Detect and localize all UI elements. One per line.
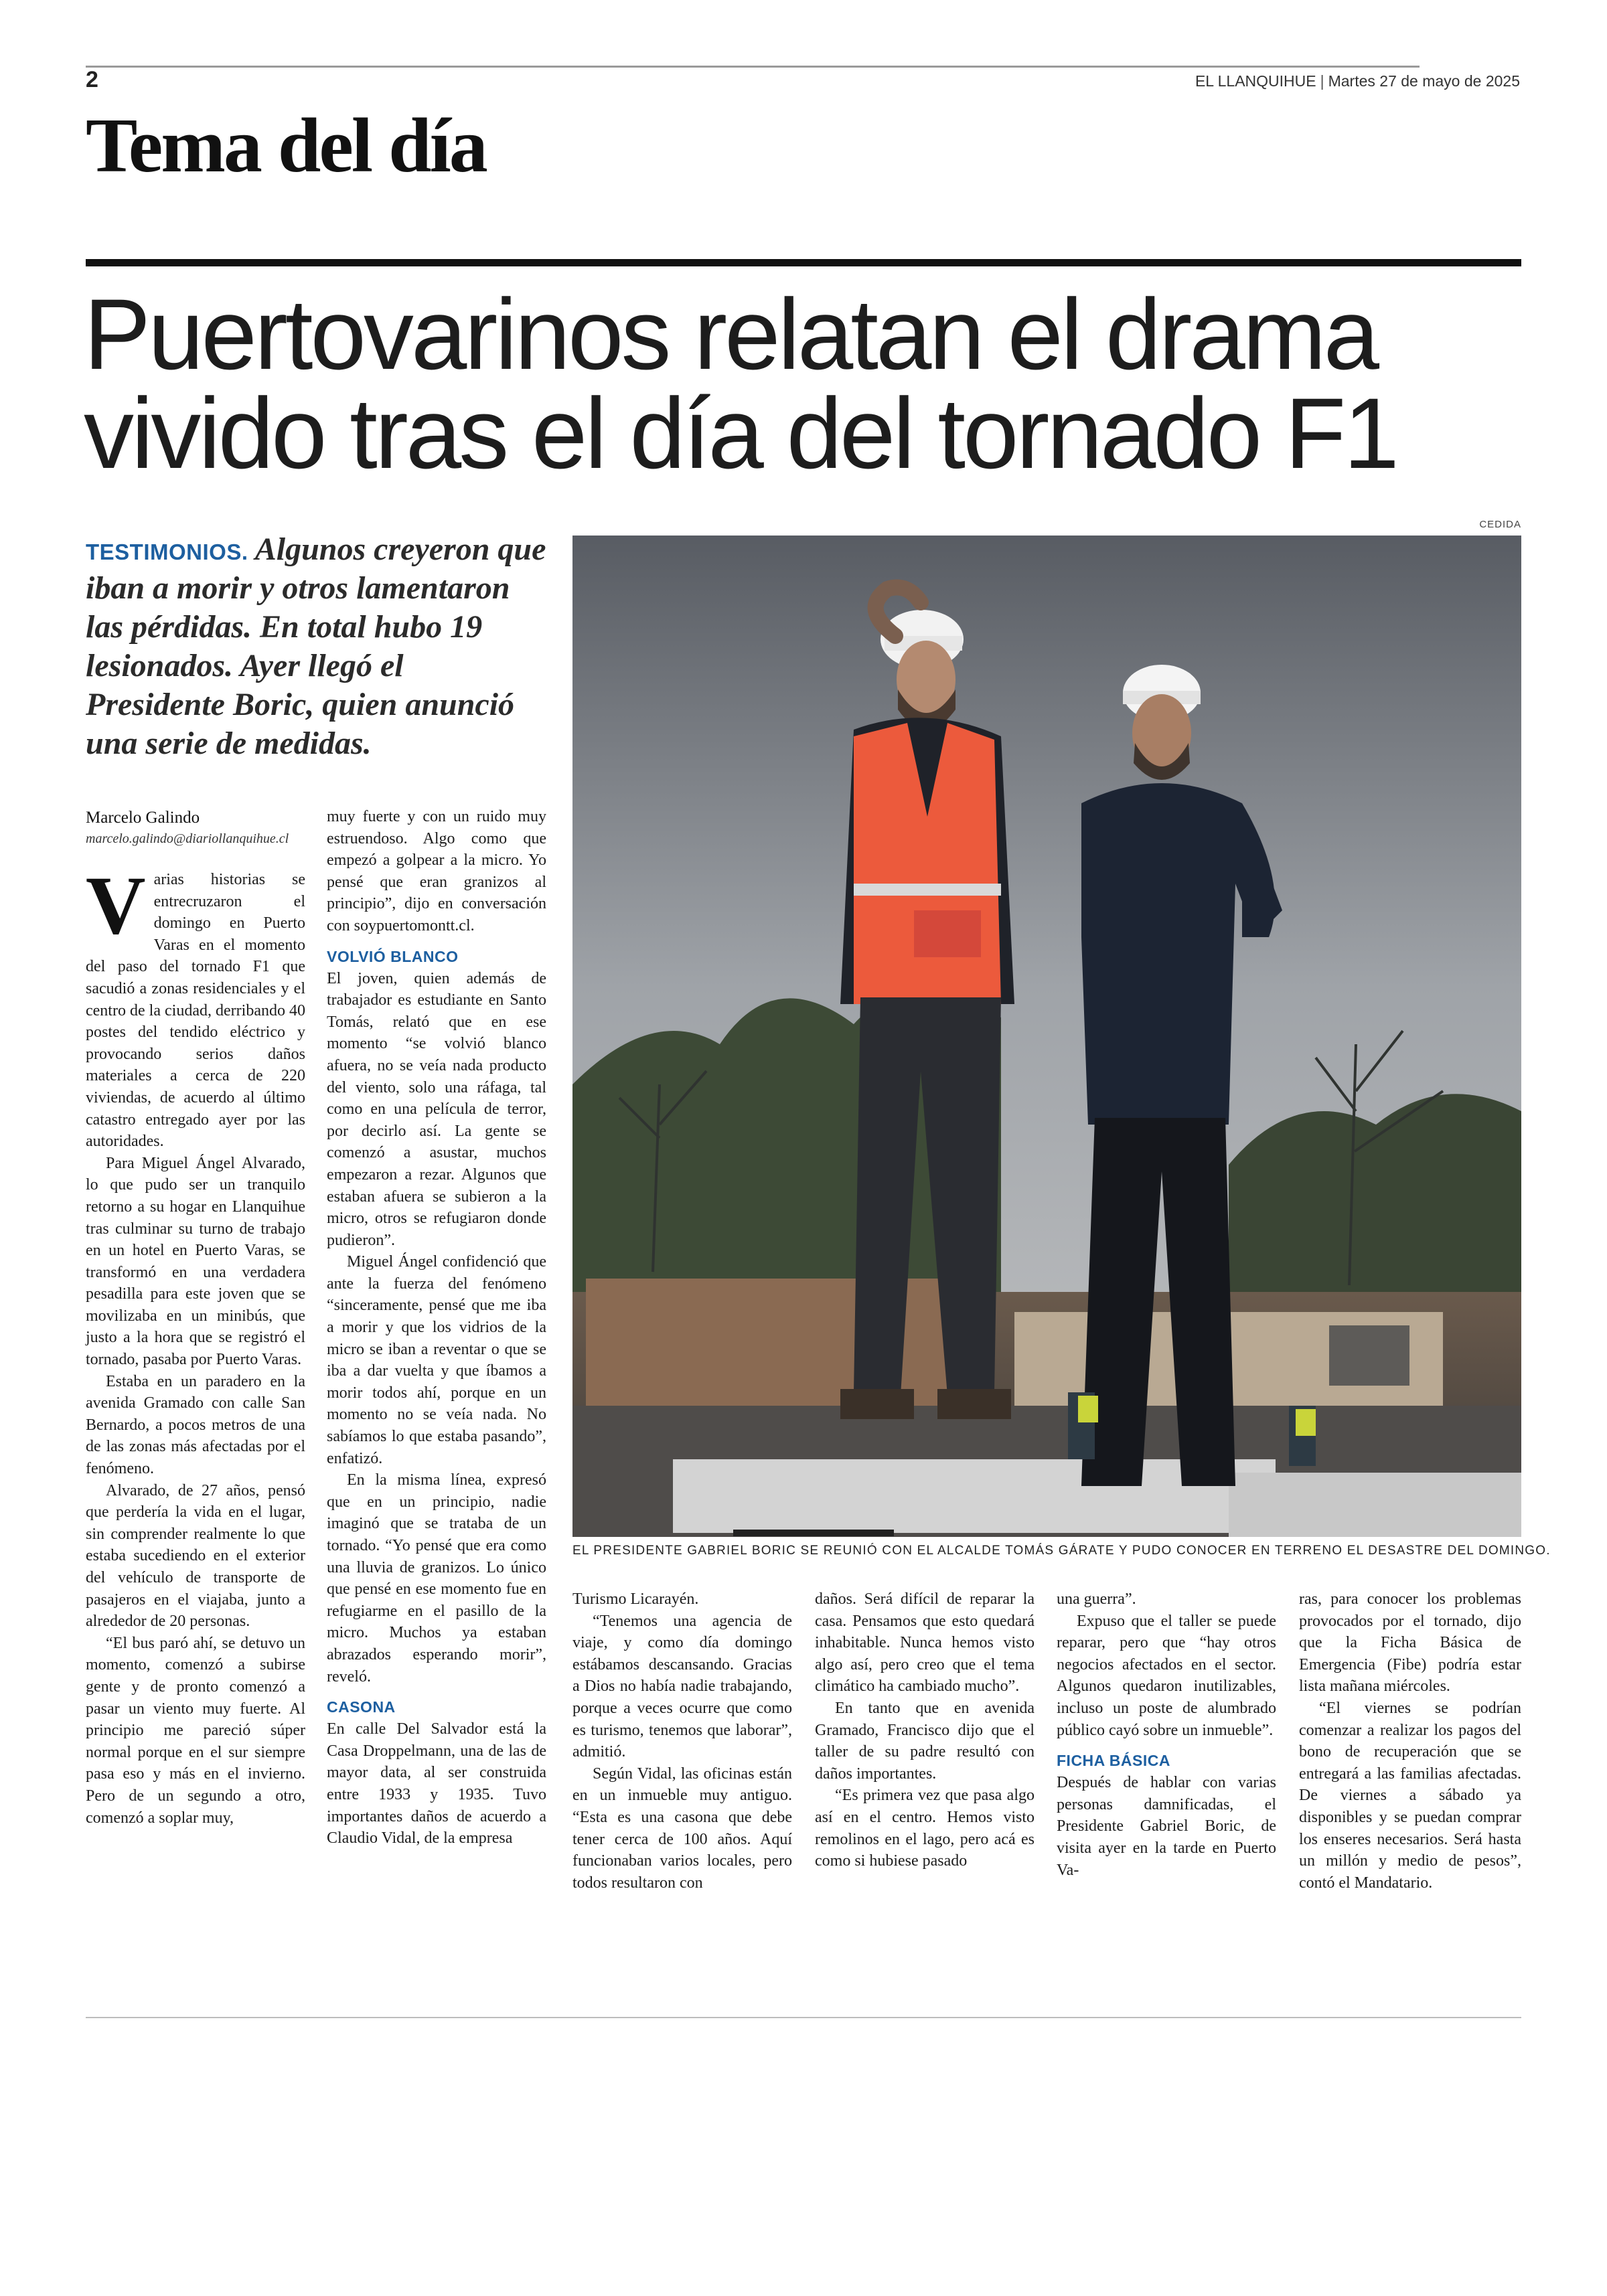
- paragraph: Para Miguel Ángel Alvarado, lo que pudo ser un tranquilo retorno a su hogar en Llanquihue tras culminar su turno de trabajo en un hotel en Puerto Varas, se transformó en una verdadera pesadilla para este joven que se movilizaba en un minibús, que justo a la hora que se registró el tornado, pasaba por Puerto Varas.: [86, 1154, 305, 1369]
- paragraph: “El bus paró ahí, se detuvo un momento, comenzó a subirse gente y de pronto comenzó a pasar un viento muy fuerte. Al principio me pareció súper normal porque en el sur siempre pasa eso y más en el invierno. Pero de un segundo a otro, comenzó a soplar muy,: [86, 1634, 305, 1827]
- paragraph: En la misma línea, expresó que en un principio, nadie imaginó que se trataba de un tornado. “Yo pensé que era como una lluvia de granizos. Lo único que pensé en ese momento fue en refugiarme en el pasillo de la micro. Muchos ya estaban abrazados esperando morir”, reveló.: [327, 1471, 546, 1686]
- deck-text: Algunos creyeron que iban a morir y otros lamentaron las pérdidas. En total hubo 19 lesionados. Ayer llegó el Presidente Boric, quien anunció una serie de medidas.: [86, 531, 546, 761]
- article-column-6: [1299, 1588, 1521, 1894]
- section-title: Tema del día: [86, 103, 486, 189]
- paragraph: En calle Del Salvador está la Casa Droppelmann, una de las de mayor data, al ser construida entre 1933 y 1935. Tuvo importantes daños de acuerdo a Claudio Vidal, de la empresa: [327, 1720, 546, 1848]
- photo-illustration: [572, 536, 1521, 1537]
- paragraph: Estaba en un paradero en la avenida Gramado con calle San Bernardo, a pocos metros de una de las zonas más afectadas por el fenómeno.: [86, 1372, 305, 1478]
- paragraph: Alvarado, de 27 años, pensó que perdería la vida en el lugar, sin comprender realmente lo que estaba sucediendo en el exterior del vehículo de transporte de pasajeros en el viajaba, junto a alrededor de 20 personas.: [86, 1481, 305, 1631]
- photo-credit: CEDIDA: [1479, 519, 1521, 530]
- byline-author: Marcelo Galindo: [86, 809, 200, 827]
- paragraph: Expuso que el taller se puede reparar, pero que “hay otros negocios afectados en el sector. Algunos quedaron inutilizables, incluso un poste de alumbrado público cayó sobre un inmueble”.: [1057, 1612, 1276, 1739]
- paragraph: daños. Será difícil de reparar la casa. Pensamos que esto quedará inhabitable. Nunca hemos visto algo así, pero creo que el tema climático ha cambiado mucho”.: [815, 1590, 1035, 1696]
- paragraph: Turismo Licarayén.: [572, 1590, 699, 1608]
- article-photo: [572, 536, 1521, 1537]
- paragraph: “Es primera vez que pasa algo así en el centro. Hemos visto remolinos en el lago, pero acá es como si hubiese pasado: [815, 1787, 1035, 1870]
- paragraph: muy fuerte y con un ruido muy estruendoso. Algo como que empezó a golpear a la micro. Yo pensé que eran granizos al principio”, dijo en conversación con soypuertomontt.cl.: [327, 808, 546, 934]
- top-rule: [86, 66, 1420, 68]
- paragraph: Según Vidal, las oficinas están en un inmueble muy antiguo. “Esta es una casona que debe tener cerca de 100 años. Aquí funcionaban varios locales, pero todos resultaron con: [572, 1765, 792, 1892]
- paragraph: “Tenemos una agencia de viaje, y como día domingo estábamos descansando. Gracias a Dios no había nadie trabajando, porque a veces ocurre que como es turismo, tenemos que laborar”, admitió.: [572, 1612, 792, 1761]
- masthead: [1195, 72, 1520, 90]
- paragraph: El joven, quien además de trabajador es estudiante en Santo Tomás, relató que en ese momento “se volvió blanco afuera, no se veía nada producto del viento, solo una ráfaga, tal como en una película de terror, por decirlo así. La gente se comenzó a asustar, muchos empezaron a rezar. Algunos que estaban afuera se subieron a la micro, otros se refugiaron donde pudieron”.: [327, 969, 546, 1249]
- article-column-2: [327, 806, 546, 1850]
- headline-line-2: vivido tras el día del tornado F1: [84, 377, 1397, 489]
- headline-line-1: Puertovarinos relatan el drama: [84, 278, 1377, 390]
- subheading: VOLVIÓ BLANCO: [327, 947, 459, 965]
- paragraph: “El viernes se podrían comenzar a realizar los pagos del bono de recuperación que se entregará a las familias afectadas. De viernes a sábado ya disponibles y se puedan comprar los enseres necesarios. Será hasta un millón y medio de pesos”, contó el Mandatario.: [1299, 1699, 1521, 1892]
- masthead-paper: EL LLANQUIHUE: [1195, 72, 1316, 90]
- article-column-1: [86, 859, 305, 1829]
- article-column-5: [1057, 1588, 1276, 1881]
- subheading: CASONA: [327, 1698, 396, 1716]
- deck: [86, 530, 548, 763]
- byline-email: marcelo.galindo@diariollanquihue.cl: [86, 831, 289, 846]
- paragraph: Después de hablar con varias personas damnificadas, el Presidente Gabriel Boric, de visita ayer en la tarde en Puerto Va-: [1057, 1774, 1276, 1879]
- paragraph: arias historias se entrecruzaron el domingo en Puerto Varas en el momento del paso del tornado F1 que sacudió a zonas residenciales y el centro de la ciudad, derribando 40 postes del tendido eléctrico y provocando serios daños materiales a cerca de 220 viviendas, de acuerdo al último catastro entregado ayer por las autoridades.: [86, 871, 305, 1151]
- article-column-3: [572, 1588, 792, 1894]
- paragraph: Miguel Ángel confidenció que ante la fuerza del fenómeno “sinceramente, pensé que me iba a morir y que los vidrios de la micro se iban a reventar o que se iba a dar vuelta y que íbamos a morir todos ahí, porque en un momento no se veía nada. No sabíamos lo que estaba pasando”, enfatizó.: [327, 1253, 546, 1467]
- masthead-divider: |: [1320, 72, 1324, 90]
- deck-kicker: TESTIMONIOS.: [86, 540, 248, 564]
- paragraph: En tanto que en avenida Gramado, Francisco dijo que el taller de su padre resultó con daños importantes.: [815, 1699, 1035, 1783]
- page-number: 2: [86, 67, 98, 92]
- paragraph: una guerra”.: [1057, 1590, 1136, 1608]
- subheading: FICHA BÁSICA: [1057, 1752, 1170, 1770]
- section-rule: [86, 259, 1521, 266]
- bottom-rule: [86, 2017, 1521, 2018]
- masthead-date: Martes 27 de mayo de 2025: [1328, 72, 1520, 90]
- headline: [84, 278, 1530, 489]
- paragraph: ras, para conocer los problemas provocados por el tornado, dijo que la Ficha Básica de Emergencia (Fibe) podría estar lista mañana miércoles.: [1299, 1590, 1521, 1696]
- article-column-4: [815, 1588, 1035, 1872]
- drop-cap: V: [86, 859, 146, 951]
- photo-caption: EL PRESIDENTE GABRIEL BORIC SE REUNIÓ CON EL ALCALDE TOMÁS GÁRATE Y PUDO CONOCER EN TERRENO EL DESASTRE DEL DOMINGO.: [572, 1544, 1551, 1558]
